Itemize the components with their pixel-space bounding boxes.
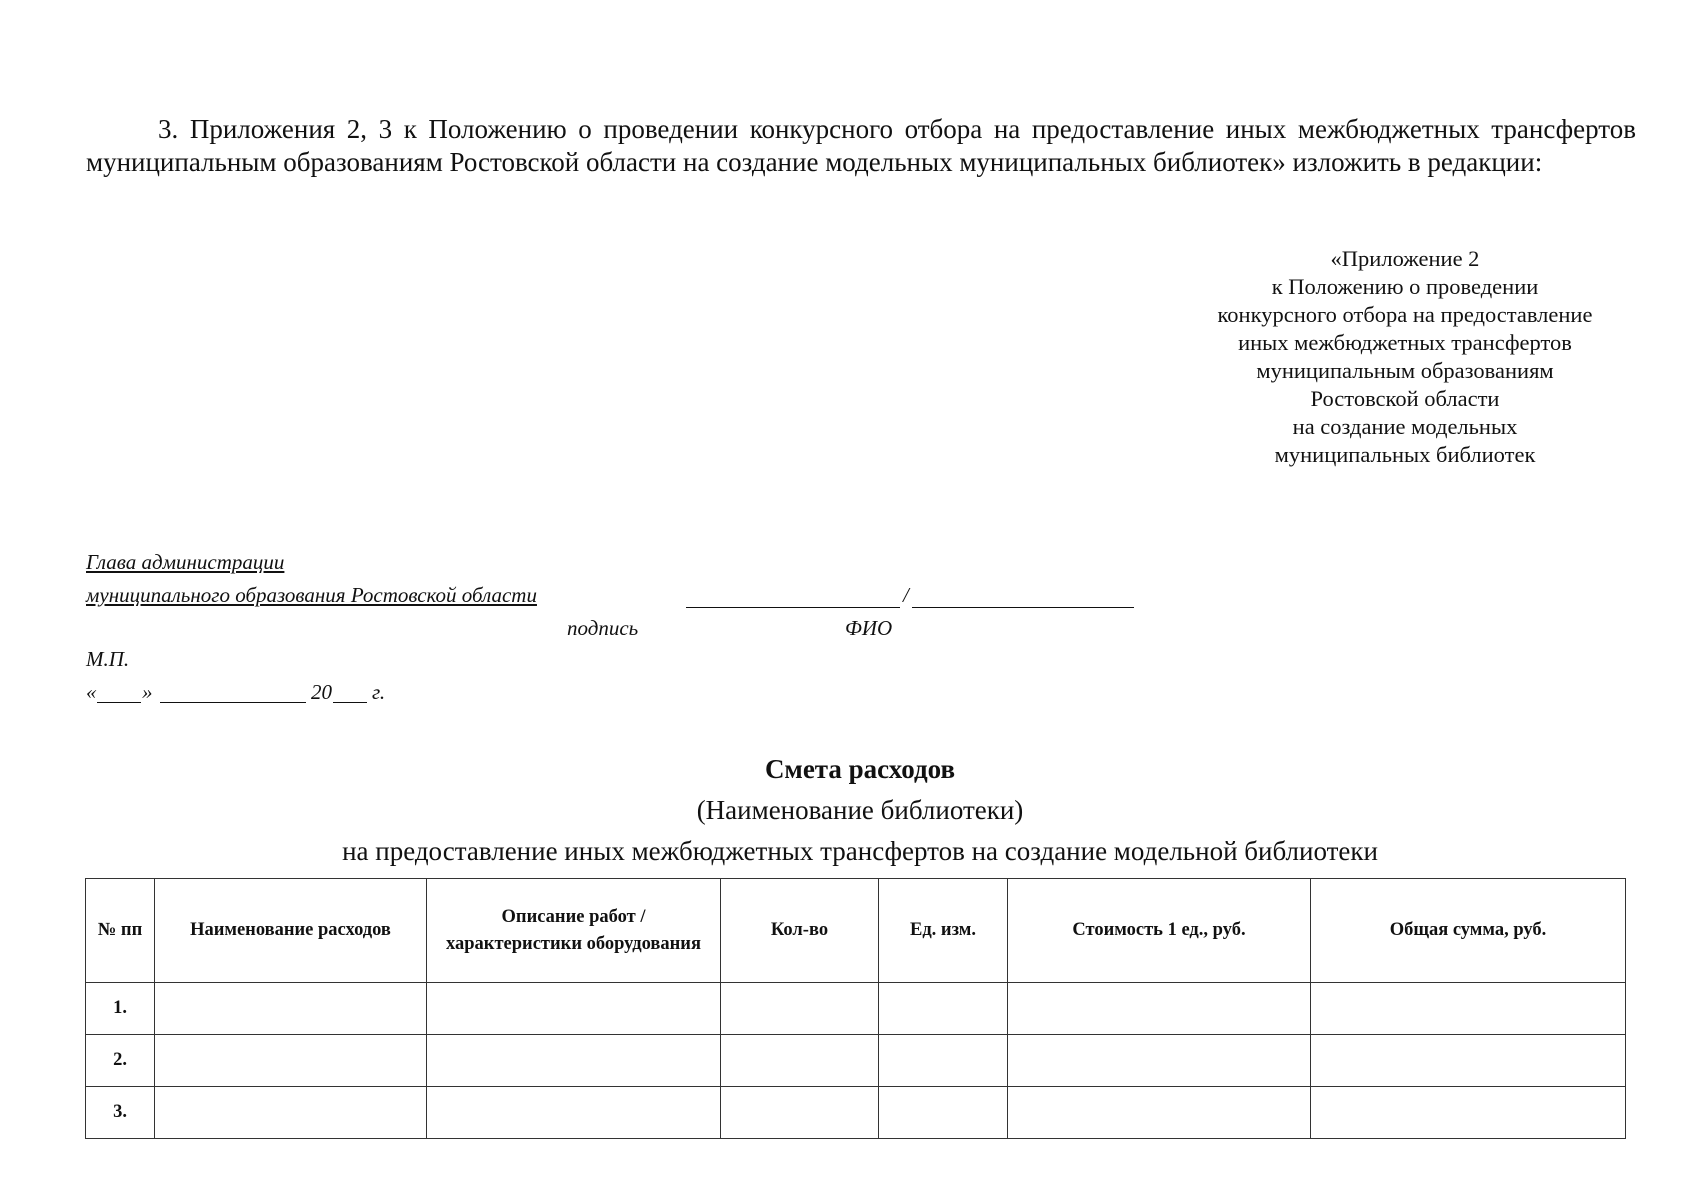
cell-unit[interactable] [879, 1087, 1008, 1139]
cell-total[interactable] [1311, 983, 1626, 1035]
cell-description[interactable] [427, 1035, 721, 1087]
appendix-line: на создание модельных [1292, 414, 1518, 439]
header-unit-cost: Стоимость 1 ед., руб. [1008, 879, 1311, 983]
date-year-suffix: г. [372, 680, 386, 704]
library-name-placeholder: (Наименование библиотеки) [696, 795, 1024, 825]
table-row [86, 1035, 1626, 1087]
stamp-place: М.П. [86, 647, 130, 671]
cell-expense-name[interactable] [155, 1035, 427, 1087]
appendix-line: муниципальным образованиям [1256, 358, 1554, 383]
fio-label: ФИО [845, 616, 893, 640]
cell-expense-name[interactable] [155, 983, 427, 1035]
date-year-prefix: 20 [311, 680, 332, 704]
cell-expense-name[interactable] [155, 1087, 427, 1139]
cell-total[interactable] [1311, 1035, 1626, 1087]
cell-unit[interactable] [879, 983, 1008, 1035]
signature-blank [686, 607, 900, 608]
date-open-quote: « [86, 680, 97, 704]
document-title: Смета расходов [764, 754, 956, 784]
cell-description[interactable] [427, 1087, 721, 1139]
header-quantity: Кол-во [721, 879, 879, 983]
header-total: Общая сумма, руб. [1311, 879, 1626, 983]
cell-total[interactable] [1311, 1087, 1626, 1139]
row-number: 2. [86, 1035, 155, 1087]
cell-description[interactable] [427, 983, 721, 1035]
slash-separator: / [903, 583, 909, 607]
table-header-row [86, 879, 1626, 983]
row-number: 3. [86, 1087, 155, 1139]
document-purpose: на предоставление иных межбюджетных трансфертов на создание модельной библиотеки [342, 836, 1378, 866]
appendix-line: к Положению о проведении [1271, 274, 1539, 299]
appendix-line: «Приложение 2 [1330, 246, 1480, 271]
header-unit: Ед. изм. [879, 879, 1008, 983]
head-title-line1: Глава администрации [86, 550, 285, 574]
cell-quantity[interactable] [721, 1087, 879, 1139]
appendix-line: конкурсного отбора на предоставление [1217, 302, 1593, 327]
appendix-line: муниципальных библиотек [1274, 442, 1536, 467]
header-expense-name: Наименование расходов [155, 879, 427, 983]
cell-unit-cost[interactable] [1008, 1087, 1311, 1139]
date-month-blank [160, 702, 306, 703]
fio-blank [912, 607, 1134, 608]
appendix-reference [1150, 245, 1660, 469]
date-day-blank [97, 702, 141, 703]
head-title-line2: муниципального образования Ростовской области [86, 583, 537, 607]
budget-table [85, 878, 1626, 1139]
cell-quantity[interactable] [721, 983, 879, 1035]
date-year-blank [333, 702, 367, 703]
table-row [86, 983, 1626, 1035]
appendix-line: Ростовской области [1310, 386, 1500, 411]
header-number: № пп [86, 879, 155, 983]
cell-unit-cost[interactable] [1008, 983, 1311, 1035]
signature-label: подпись [567, 616, 639, 640]
header-description: Описание работ / характеристики оборудования [427, 879, 721, 983]
row-number: 1. [86, 983, 155, 1035]
cell-quantity[interactable] [721, 1035, 879, 1087]
appendix-line: иных межбюджетных трансфертов [1238, 330, 1572, 355]
intro-paragraph: 3. Приложения 2, 3 к Положению о проведении конкурсного отбора на предоставление иных межбюджетных трансфертов муниципальным образованиям Ростовской области на создание модельных муниципальных библиотек» изложить в редакции: [86, 114, 1636, 177]
date-close-quote: » [142, 680, 153, 704]
table-row [86, 1087, 1626, 1139]
cell-unit[interactable] [879, 1035, 1008, 1087]
cell-unit-cost[interactable] [1008, 1035, 1311, 1087]
